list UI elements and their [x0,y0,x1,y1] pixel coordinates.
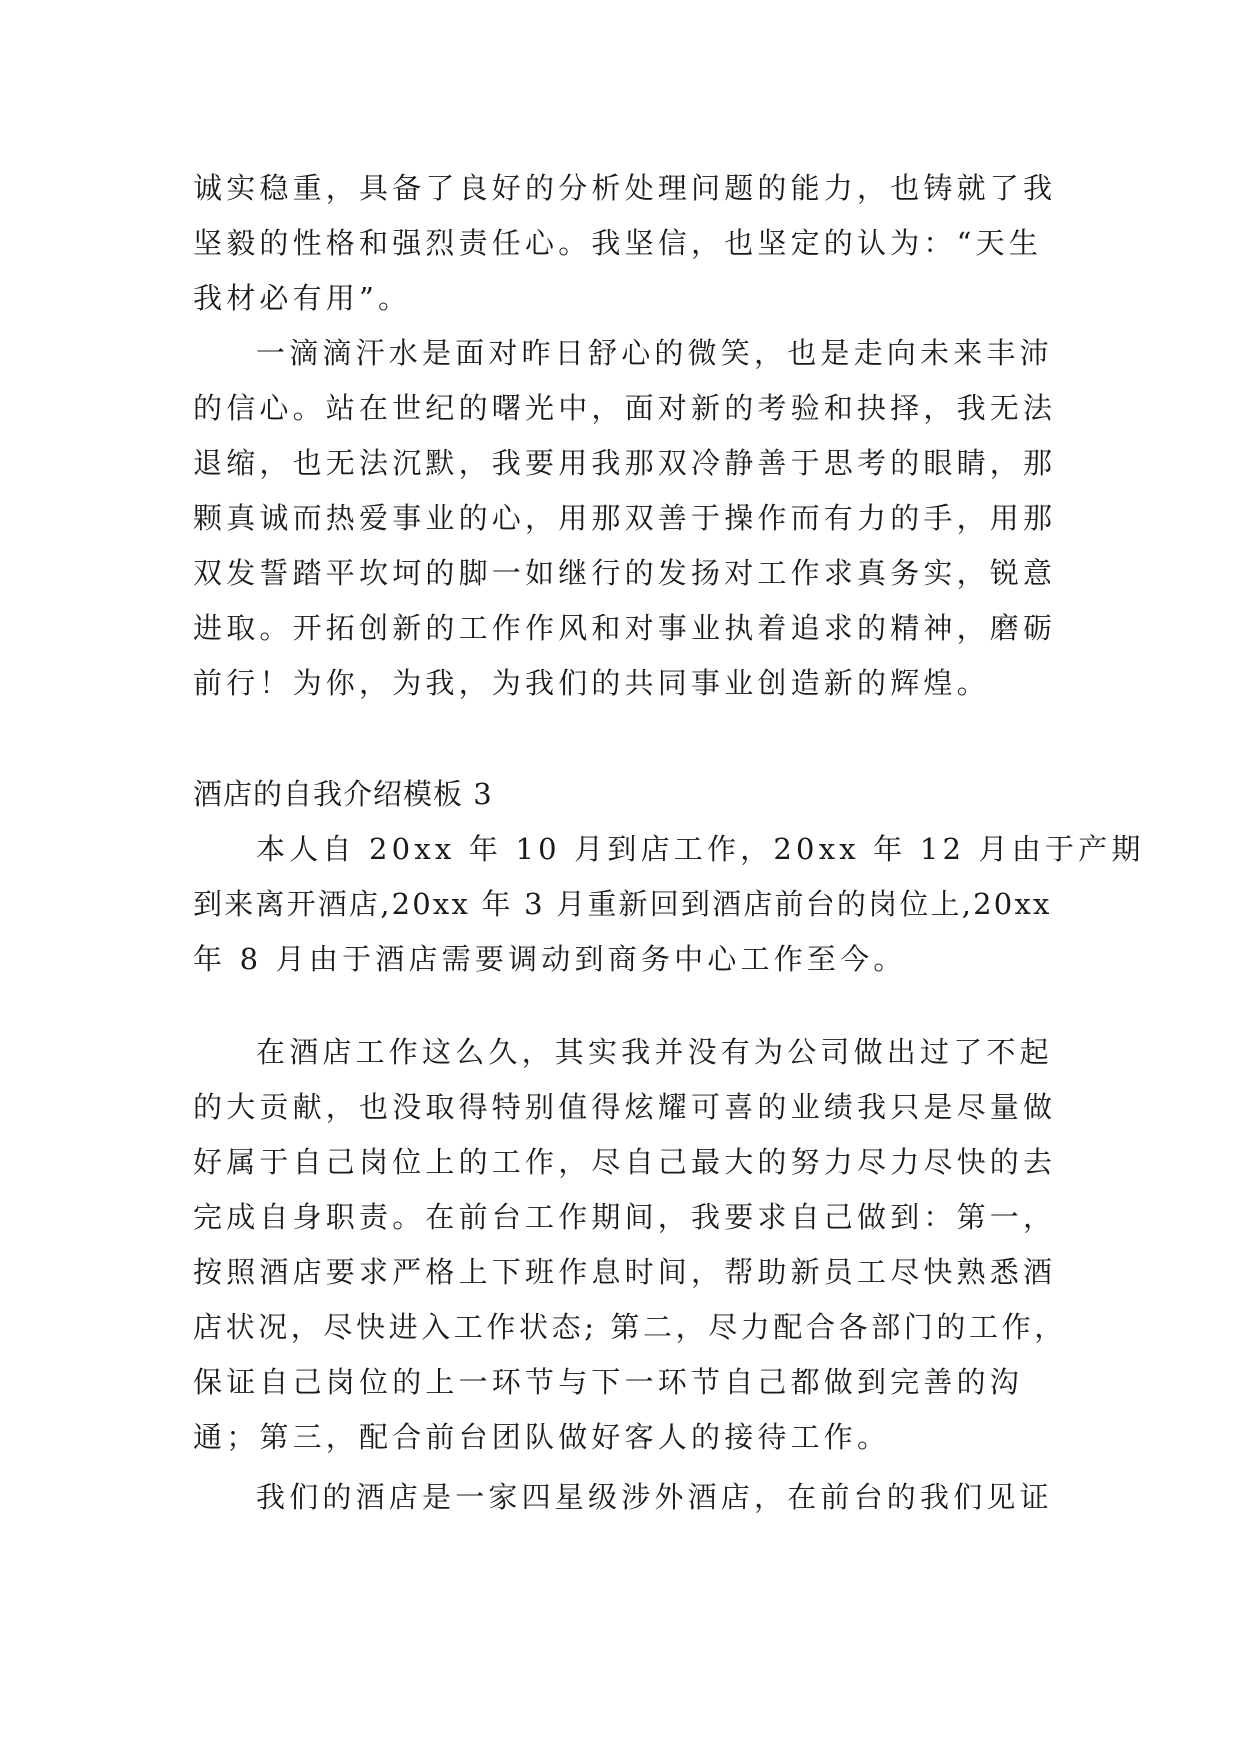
paragraph-line: 诚实稳重，具备了良好的分析处理问题的能力，也铸就了我 [193,171,1057,205]
paragraph-line: 我们的酒店是一家四星级涉外酒店，在前台的我们见证 [256,1480,1053,1514]
paragraph-line: 本人自 20xx 年 10 月到店工作，20xx 年 12 月由于产期 [256,832,1145,866]
paragraph-line: 到来离开酒店,20xx 年 3 月重新回到酒店前台的岗位上,20xx [193,887,1052,921]
paragraph-line: 进取。开拓创新的工作作风和对事业执着追求的精神，磨砺 [193,611,1057,645]
paragraph-line: 通；第三，配合前台团队做好客人的接待工作。 [193,1420,891,1454]
paragraph-line: 年 8 月由于酒店需要调动到商务中心工作至今。 [193,942,907,976]
section-heading: 酒店的自我介绍模板 3 [193,777,493,811]
paragraph-line: 退缩，也无法沉默，我要用我那双冷静善于思考的眼睛，那 [193,446,1057,480]
paragraph-line: 一滴滴汗水是面对昨日舒心的微笑，也是走向未来丰沛 [256,336,1053,370]
paragraph-line: 坚毅的性格和强烈责任心。我坚信，也坚定的认为：“天生 [193,226,1043,260]
paragraph-line: 我材必有用”。 [193,281,412,315]
paragraph-line: 完成自身职责。在前台工作期间，我要求自己做到：第一， [193,1200,1057,1234]
paragraph-line: 保证自己岗位的上一环节与下一环节自己都做到完善的沟 [193,1365,1024,1399]
paragraph-line: 好属于自己岗位上的工作，尽自己最大的努力尽力尽快的去 [193,1145,1057,1179]
paragraph-line: 按照酒店要求严格上下班作息时间，帮助新员工尽快熟悉酒 [193,1255,1057,1289]
paragraph-line: 双发誓踏平坎坷的脚一如继行的发扬对工作求真务实，锐意 [193,556,1057,590]
paragraph-line: 的信心。站在世纪的曙光中，面对新的考验和抉择，我无法 [193,391,1057,425]
paragraph-line: 在酒店工作这么久，其实我并没有为公司做出过了不起 [256,1035,1053,1069]
paragraph-line: 的大贡献，也没取得特别值得炫耀可喜的业绩我只是尽量做 [193,1090,1057,1124]
paragraph-line: 颗真诚而热爱事业的心，用那双善于操作而有力的手，用那 [193,501,1057,535]
paragraph-line: 前行！为你，为我，为我们的共同事业创造新的辉煌。 [193,666,990,700]
paragraph-line: 店状况，尽快进入工作状态; 第二，尽力配合各部门的工作， [193,1310,1067,1344]
